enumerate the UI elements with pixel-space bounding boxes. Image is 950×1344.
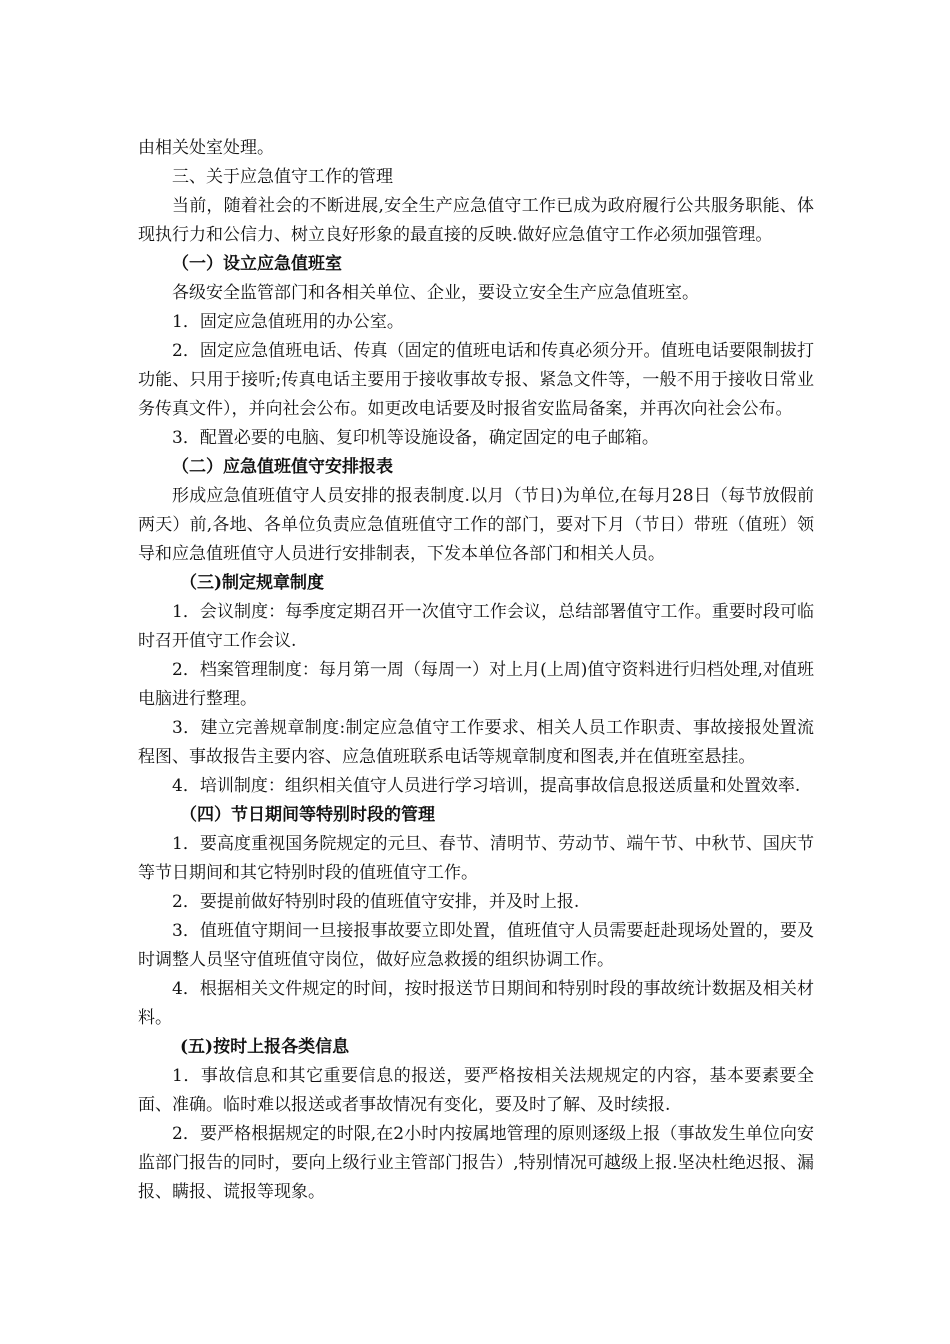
document-body [138, 134, 814, 1207]
section-heading: （三)制定规章制度 [180, 573, 325, 593]
paragraph: 三、关于应急值守工作的管理 [172, 167, 393, 187]
section-heading: （二）应急值班值守安排报表 [172, 457, 393, 477]
paragraph: 2．固定应急值班电话、传真（固定的值班电话和传真必须分开。值班电话要限制拔打功能、只用于接听;传真电话主要用于接收事故专报、紧急文件等，一般不用于接收日常业务传真文件），并向社会公布。如更改电话要及时报省安监局备案，并再次向社会公布。 [138, 341, 814, 419]
paragraph: 形成应急值班值守人员安排的报表制度.以月（节日)为单位,在每月28日（每节放假前两天）前,各地、各单位负责应急值班值守工作的部门，要对下月（节日）带班（值班）领导和应急值班值守人员进行安排制表，下发本单位各部门和相关人员。 [138, 486, 814, 564]
paragraph: 3．建立完善规章制度:制定应急值守工作要求、相关人员工作职责、事故接报处置流程图、事故报告主要内容、应急值班联系电话等规章制度和图表,并在值班室悬挂。 [138, 718, 814, 767]
paragraph: 4．培训制度：组织相关值守人员进行学习培训，提高事故信息报送质量和处置效率. [172, 776, 801, 796]
paragraph: 1．固定应急值班用的办公室。 [172, 312, 404, 332]
paragraph: 2．要提前做好特别时段的值班值守安排，并及时上报. [172, 892, 580, 912]
section-heading: （四）节日期间等特别时段的管理 [180, 805, 435, 825]
paragraph: 当前，随着社会的不断进展,安全生产应急值守工作已成为政府履行公共服务职能、体现执行力和公信力、树立良好形象的最直接的反映.做好应急值守工作必须加强管理。 [138, 196, 814, 245]
paragraph: 各级安全监管部门和各相关单位、企业，要设立安全生产应急值班室。 [172, 283, 699, 303]
section-heading: (五)按时上报各类信息 [180, 1037, 350, 1057]
paragraph: 1．会议制度：每季度定期召开一次值守工作会议，总结部署值守工作。重要时段可临时召开值守工作会议. [138, 602, 814, 651]
paragraph: 由相关处室处理。 [138, 138, 274, 158]
paragraph: 3．值班值守期间一旦接报事故要立即处置，值班值守人员需要赶赴现场处置的，要及时调整人员坚守值班值守岗位，做好应急救援的组织协调工作。 [138, 921, 814, 970]
paragraph: 1．要高度重视国务院规定的元旦、春节、清明节、劳动节、端午节、中秋节、国庆节等节日期间和其它特别时段的值班值守工作。 [138, 834, 814, 883]
paragraph: 4．根据相关文件规定的时间，按时报送节日期间和特别时段的事故统计数据及相关材料。 [138, 979, 814, 1028]
paragraph: 3．配置必要的电脑、复印机等设施设备，确定固定的电子邮箱。 [172, 428, 659, 448]
paragraph: 1．事故信息和其它重要信息的报送，要严格按相关法规规定的内容，基本要素要全面、准确。临时难以报送或者事故情况有变化，要及时了解、及时续报. [138, 1066, 814, 1115]
paragraph: 2．要严格根据规定的时限,在2小时内按属地管理的原则逐级上报（事故发生单位向安监部门报告的同时，要向上级行业主管部门报告）,特别情况可越级上报.坚决杜绝迟报、漏报、瞒报、谎报等现象。 [138, 1124, 814, 1202]
paragraph: 2．档案管理制度：每月第一周（每周一）对上月(上周)值守资料进行归档处理,对值班电脑进行整理。 [138, 660, 814, 709]
section-heading: （一）设立应急值班室 [172, 254, 342, 274]
